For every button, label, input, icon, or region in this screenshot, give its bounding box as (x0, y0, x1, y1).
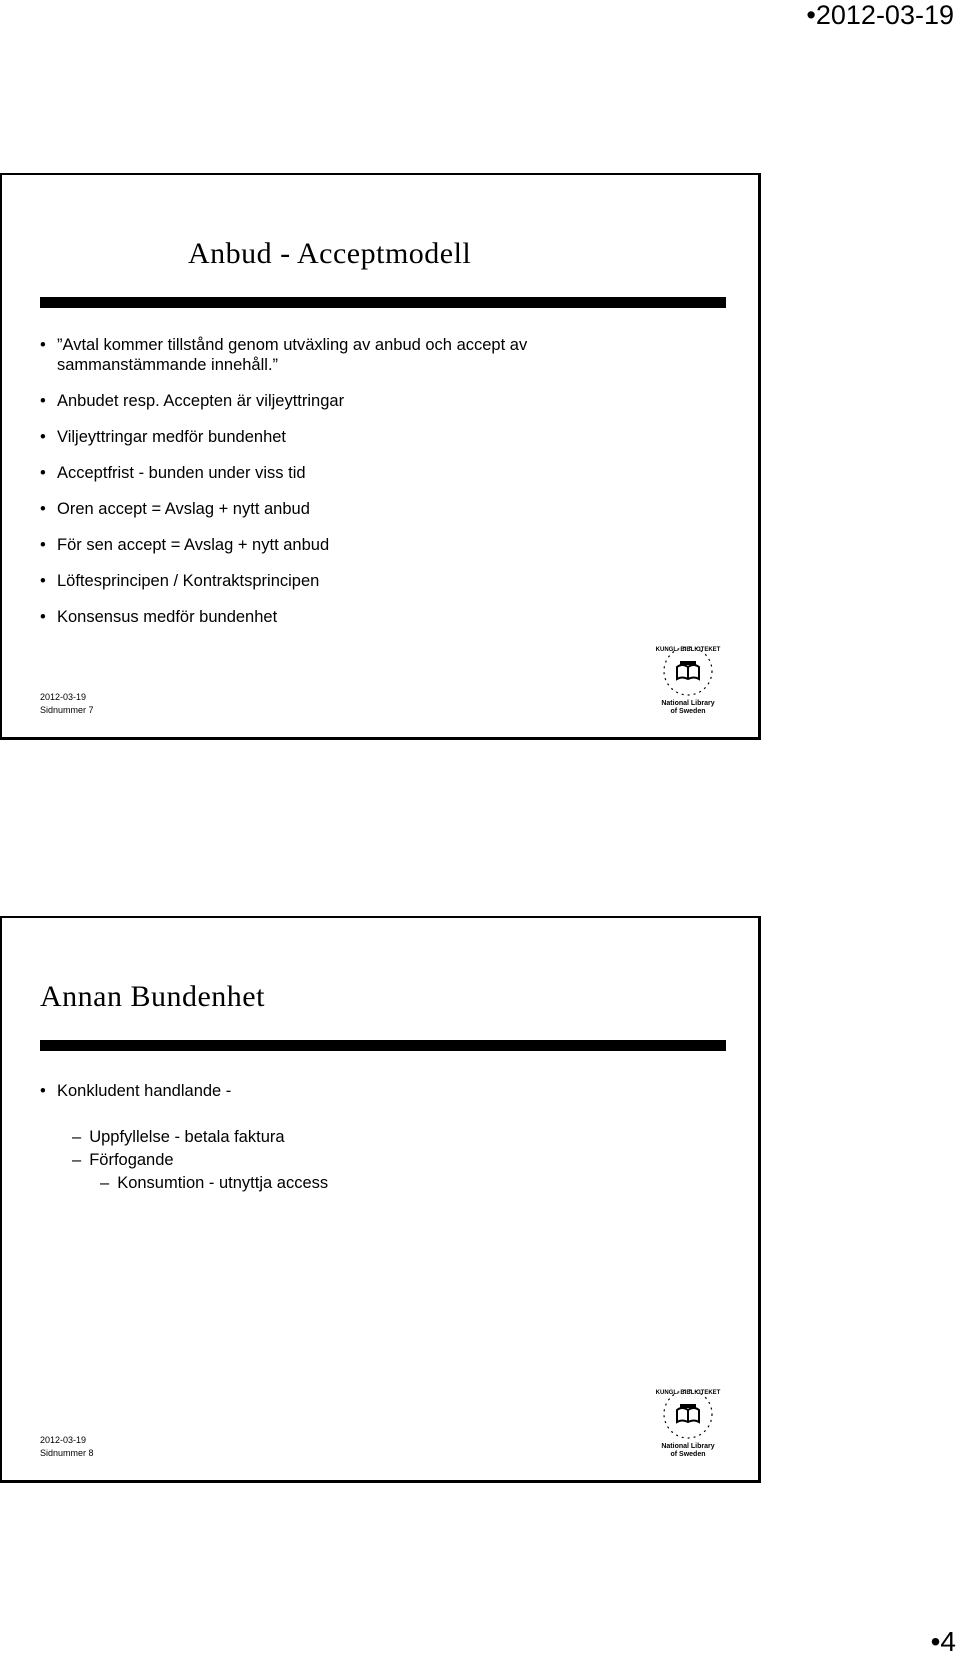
bullet-dot: • (40, 336, 46, 354)
bullet-item: • Anbudet resp. Accepten är viljeyttringar (40, 392, 345, 410)
logo-caption: National Library of Sweden (661, 700, 715, 715)
slide-title: Annan Bundenhet (40, 980, 265, 1013)
bullet-list (40, 1081, 680, 1101)
sub-item: – Förfogande (72, 1151, 174, 1169)
bullet-item: • Konsensus medför bundenhet (40, 608, 278, 626)
footer-date: 2012-03-19 (40, 692, 87, 702)
sub-item: – Konsumtion - utnyttja access (100, 1174, 329, 1192)
bullet-dot: • (40, 464, 46, 482)
bullet-dot: • (40, 1082, 46, 1100)
kb-emblem-icon (653, 641, 723, 699)
footer-date: 2012-03-19 (40, 1435, 87, 1445)
title-rule (40, 1040, 726, 1051)
footer-slide-number: Sidnummer 7 (40, 705, 94, 715)
bullet-item: • Konkludent handlande - (40, 1082, 232, 1100)
bullet-item: • Viljeyttringar medför bundenhet (40, 428, 287, 446)
bullet-dot: • (40, 428, 46, 446)
logo-ring-text: KUNGL. BIBLIOTEKET (655, 1390, 721, 1396)
page-header-date: •2012-03-19 (806, 0, 954, 30)
bullet-item: • Acceptfrist - bunden under viss tid (40, 464, 306, 482)
footer-slide-number: Sidnummer 8 (40, 1448, 94, 1458)
bullet-item: • ”Avtal kommer tillstånd genom utväxling av anbud och accept av sammanstämmande innehåll.” (40, 336, 528, 374)
bullet-list (40, 335, 680, 627)
slide-title: Anbud - Acceptmodell (188, 237, 472, 270)
national-library-logo (653, 641, 723, 721)
bullet-item: • Löftesprincipen / Kontraktsprincipen (40, 572, 320, 590)
logo-ring-text: KUNGL. BIBLIOTEKET (655, 647, 721, 653)
page-number: •4 (930, 1626, 956, 1657)
bullet-dot: • (40, 500, 46, 518)
sub-item: – Uppfyllelse - betala faktura (72, 1128, 285, 1146)
national-library-logo (653, 1384, 723, 1464)
bullet-dot: • (40, 392, 46, 410)
title-rule (40, 297, 726, 308)
logo-caption: National Library of Sweden (661, 1443, 715, 1458)
slide-7 (0, 173, 761, 740)
kb-emblem-icon (653, 1384, 723, 1442)
slide-8 (0, 916, 761, 1483)
bullet-item: • Oren accept = Avslag + nytt anbud (40, 500, 310, 518)
bullet-dot: • (40, 608, 46, 626)
bullet-dot: • (40, 572, 46, 590)
bullet-item: • För sen accept = Avslag + nytt anbud (40, 536, 330, 554)
bullet-dot: • (40, 536, 46, 554)
